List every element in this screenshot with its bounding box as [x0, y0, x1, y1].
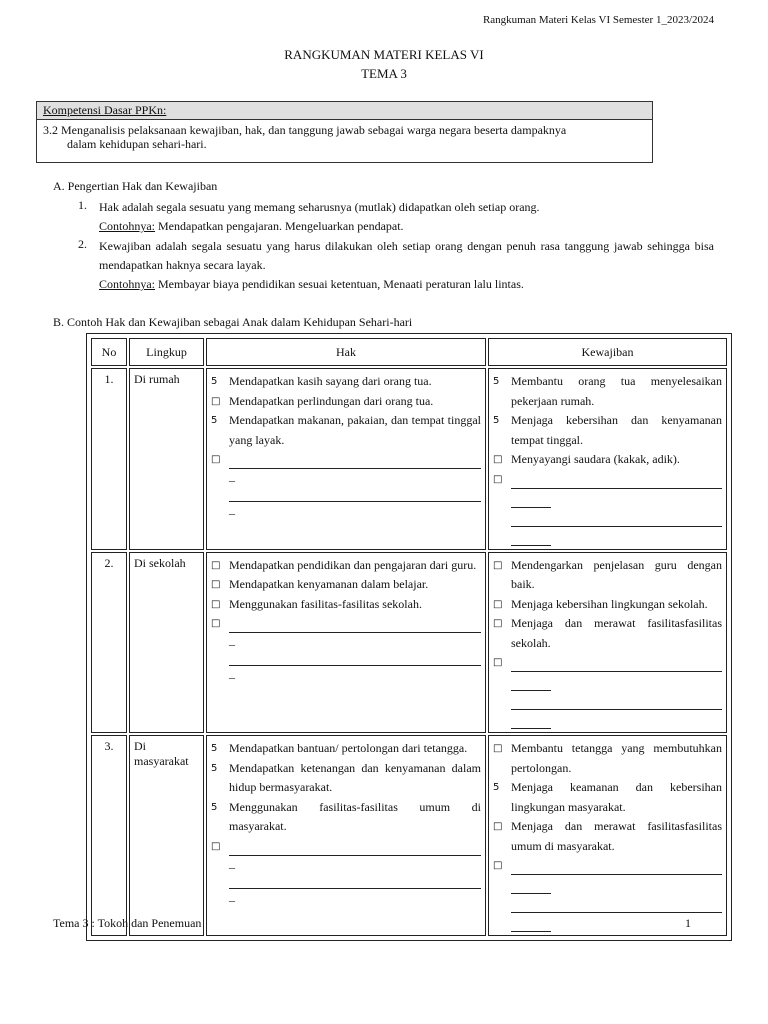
checkbox-icon: □ — [211, 618, 221, 629]
line-continuation: _ — [229, 633, 235, 647]
hak-cell — [206, 552, 486, 734]
checkbox-icon: □ — [493, 860, 503, 871]
list-item-text: Mendapatkan kasih sayang dari orang tua. — [229, 374, 432, 388]
line-continuation: _ — [229, 855, 235, 870]
list-item-text: Menggunakan fasilitas-fasilitas umum di masyarakat. — [229, 799, 481, 833]
list-item-text: Menjaga dan merawat fasilitasfasilitas umum di masyarakat. — [511, 819, 722, 853]
kewajiban-list — [493, 739, 722, 932]
hak-list — [211, 372, 481, 516]
hak-list — [211, 556, 481, 681]
kewajiban-cell — [488, 552, 727, 734]
column-header-kewajiban: Kewajiban — [488, 338, 727, 366]
line-continuation: _ — [229, 469, 235, 483]
checkbox-icon: □ — [211, 454, 221, 465]
kewajiban-list — [493, 372, 722, 546]
table-row — [91, 735, 727, 936]
fill-in-lines — [511, 653, 722, 729]
fill-in-line — [511, 508, 722, 527]
fill-in-lines — [229, 614, 481, 680]
kompetensi-text — [37, 120, 652, 151]
blank-item — [211, 837, 481, 903]
bullet-marker: □ — [211, 579, 221, 590]
fill-in-line-short — [511, 710, 551, 729]
fill-in-line — [229, 450, 481, 469]
list-item-text: Membantu orang tua menyelesaikan pekerjaan rumah. — [511, 374, 722, 408]
bullet-marker: □ — [493, 559, 503, 571]
row-number: 1. — [91, 368, 127, 550]
bullet-marker: 5 — [211, 415, 218, 426]
page-number: 1 — [685, 916, 691, 930]
bullet-marker: □ — [211, 395, 221, 407]
list-item — [493, 739, 722, 778]
line-continuation: _ — [229, 666, 235, 680]
checkbox-icon: □ — [493, 657, 503, 668]
hak-cell — [206, 368, 486, 550]
row-lingkup: Di masyarakat — [129, 735, 204, 936]
list-item — [493, 411, 722, 450]
fill-in-line — [511, 691, 722, 710]
list-item — [211, 556, 481, 576]
column-header-lingkup: Lingkup — [129, 338, 204, 366]
bullet-marker: 5 — [211, 743, 218, 754]
list-item — [211, 411, 481, 450]
list-item — [493, 556, 722, 595]
list-item-text: Menjaga keamanan dan kebersihan lingkungan masyarakat. — [511, 780, 722, 814]
list-item-text: Menjaga kebersihan dan kenyamanan tempat tinggal. — [511, 413, 722, 447]
list-item-text: Menjaga dan merawat fasilitasfasilitas sekolah. — [511, 616, 722, 650]
list-item-text: Mendengarkan penjelasan guru dengan baik. — [511, 557, 722, 591]
bullet-marker: 5 — [211, 762, 218, 774]
bullet-marker: □ — [493, 598, 503, 610]
bullet-marker: 5 — [493, 782, 500, 793]
kewajiban-list — [493, 556, 722, 730]
row-number: 3. — [91, 735, 127, 936]
hak-list — [211, 739, 481, 903]
bullet-marker: 5 — [211, 801, 218, 813]
list-item — [211, 575, 481, 595]
fill-in-line-short — [511, 672, 551, 691]
list-item — [211, 372, 481, 392]
item-number: 1. — [78, 198, 87, 212]
fill-in-line — [229, 870, 481, 889]
list-item — [493, 817, 722, 856]
list-item-text: Menjaga kebersihan lingkungan sekolah. — [511, 596, 708, 611]
table-row — [91, 552, 727, 734]
bullet-marker: □ — [493, 618, 503, 629]
fill-in-line-short — [511, 489, 551, 508]
fill-in-line — [229, 614, 481, 633]
fill-in-line — [511, 856, 722, 875]
checkbox-icon: □ — [211, 840, 221, 852]
column-header-no: No — [91, 338, 127, 366]
fill-in-line-short — [511, 875, 551, 894]
list-item — [493, 372, 722, 411]
bullet-marker: □ — [493, 743, 503, 754]
bullet-marker: □ — [211, 598, 221, 610]
fill-in-line — [229, 647, 481, 666]
list-item-text: Mendapatkan bantuan/ pertolongan dari tetangga. — [229, 741, 468, 755]
list-item — [211, 739, 481, 759]
list-item-text: Mendapatkan makanan, pakaian, dan tempat tinggal yang layak. — [229, 413, 481, 447]
kompetensi-line-1: 3.2 Menganalisis pelaksanaan kewajiban, hak, dan tanggung jawab sebagai warga negara beserta dampaknya — [43, 123, 567, 137]
hak-cell — [206, 735, 486, 936]
list-item-text: Membantu tetangga yang membutuhkan pertolongan. — [511, 741, 722, 775]
fill-in-lines — [229, 450, 481, 516]
list-item — [211, 798, 481, 837]
section-b-heading: B. Contoh Hak dan Kewajiban sebagai Anak dalam Kehidupan Sehari-hari — [53, 315, 413, 329]
list-item-text: Mendapatkan ketenangan dan kenyamanan dalam hidup bermasyarakat. — [229, 760, 481, 794]
kompetensi-box — [36, 101, 653, 163]
blank-item — [493, 653, 722, 729]
bullet-marker: 5 — [493, 376, 500, 387]
table-header-row — [91, 338, 727, 366]
blank-item — [493, 470, 722, 546]
list-item — [493, 614, 722, 653]
item-number: 2. — [78, 237, 87, 251]
list-item — [493, 450, 722, 470]
list-item-text: Mendapatkan pendidikan dan pengajaran dari guru. — [229, 557, 477, 572]
bullet-marker: □ — [211, 559, 221, 571]
checkbox-icon: □ — [493, 473, 503, 485]
fill-in-line — [511, 894, 722, 913]
bullet-marker: 5 — [211, 376, 218, 387]
list-item — [493, 595, 722, 615]
line-continuation: _ — [229, 888, 235, 903]
list-item-text: Menyayangi saudara (kakak, adik). — [511, 452, 680, 466]
fill-in-line — [511, 470, 722, 489]
document-theme: TEMA 3 — [361, 66, 407, 81]
line-continuation: _ — [229, 502, 235, 516]
fill-in-line — [229, 837, 481, 856]
list-item — [211, 759, 481, 798]
list-item — [211, 595, 481, 615]
list-item-text: Menggunakan fasilitas-fasilitas sekolah. — [229, 596, 422, 611]
row-number: 2. — [91, 552, 127, 734]
running-header: Rangkuman Materi Kelas VI Semester 1_2023/2024 — [482, 14, 714, 26]
fill-in-line-short — [511, 913, 551, 932]
hak-kewajiban-table — [86, 333, 732, 941]
document-title: RANGKUMAN MATERI KELAS VI — [284, 47, 484, 62]
list-item-text: Mendapatkan perlindungan dari orang tua. — [229, 393, 434, 408]
kewajiban-cell — [488, 368, 727, 550]
fill-in-lines — [511, 470, 722, 546]
fill-in-line — [511, 653, 722, 672]
list-item — [211, 392, 481, 412]
fill-in-line-short — [511, 527, 551, 546]
kewajiban-cell — [488, 735, 727, 936]
definition-kewajiban: Kewajiban adalah segala sesuatu yang harus dilakukan oleh setiap orang dengan penuh rasa tanggung jawab sehingga bisa mendapatkan haknya secara layak. Contohnya: Membayar biaya pendidikan sesuai ketentuan, Menaati peraturan lalu lintas. — [99, 239, 714, 291]
section-a-heading: A. Pengertian Hak dan Kewajiban — [53, 179, 218, 193]
bullet-marker: 5 — [493, 415, 500, 426]
kompetensi-heading: Kompetensi Dasar PPKn: — [37, 102, 652, 120]
table-row — [91, 368, 727, 550]
row-lingkup: Di rumah — [129, 368, 204, 550]
definition-hak: Hak adalah segala sesuatu yang memang seharusnya (mutlak) didapatkan oleh setiap orang. Contohnya: Mendapatkan pengajaran. Mengeluarkan pendapat. — [99, 200, 540, 233]
footer-theme: Tema 3 : Tokoh dan Penemuan — [53, 916, 202, 930]
fill-in-lines — [229, 837, 481, 903]
bullet-marker: □ — [493, 454, 503, 465]
kompetensi-line-2: dalam kehidupan sehari-hari. — [67, 137, 207, 151]
fill-in-line — [229, 483, 481, 502]
list-item — [493, 778, 722, 817]
column-header-hak: Hak — [206, 338, 486, 366]
blank-item — [211, 450, 481, 516]
row-lingkup: Di sekolah — [129, 552, 204, 734]
bullet-marker: □ — [493, 821, 503, 832]
blank-item — [211, 614, 481, 680]
list-item-text: Mendapatkan kenyamanan dalam belajar. — [229, 577, 429, 591]
